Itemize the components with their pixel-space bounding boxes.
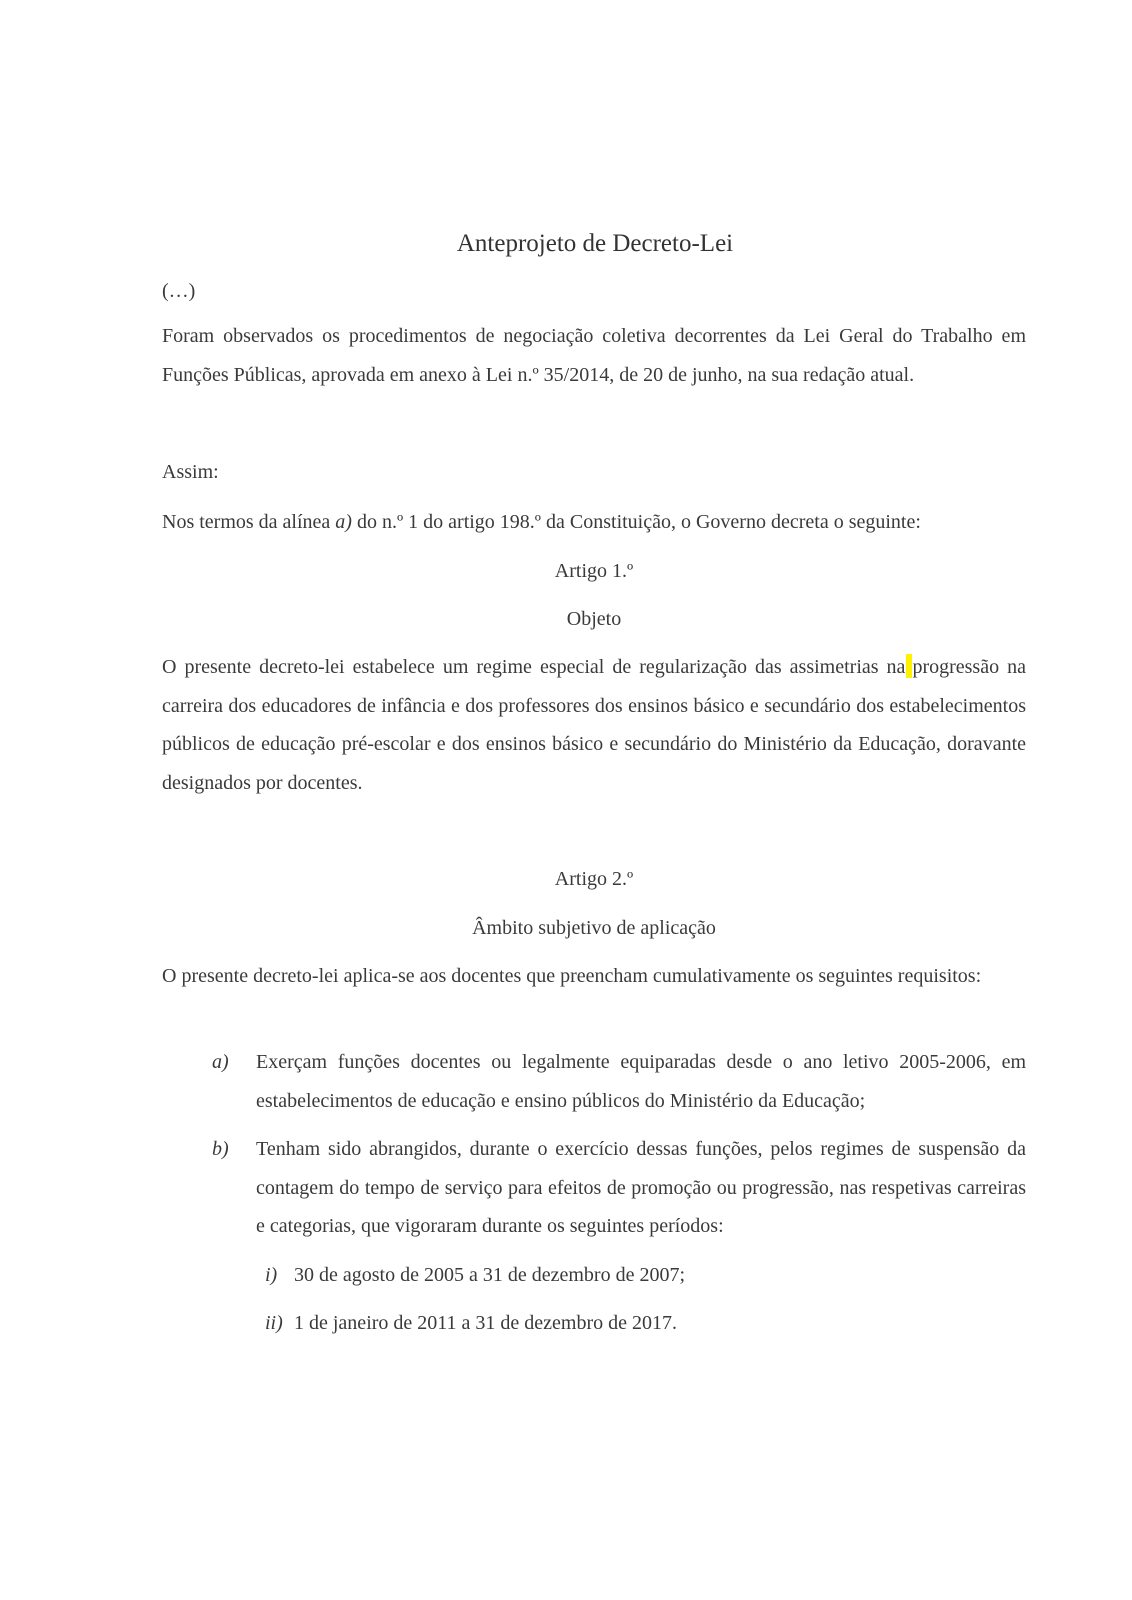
decree-intro-paragraph [162, 503, 1026, 542]
list-item-text: Exerçam funções docentes ou legalmente equiparadas desde o ano letivo 2005-2006, em estabelecimentos de educação e ensino públicos do Ministério da Educação; [256, 1051, 1026, 1112]
sublist-item-text: 30 de agosto de 2005 a 31 de dezembro de 2007; [294, 1264, 686, 1286]
article1-heading: Objeto [566, 608, 622, 630]
article1-number: Artigo 1.º [554, 560, 634, 582]
ellipsis: (…) [162, 280, 196, 302]
article1-text-after: progressão na carreira dos educadores de infância e dos professores dos ensinos básico e secundário dos estabelecimentos públicos de educação pré-escolar e dos ensinos básico e secundário do Ministério da Educação, doravante designados por docentes. [162, 656, 1026, 794]
article1-text-before: O presente decreto-lei estabelece um regime especial de regularização das assimetrias na [162, 656, 906, 678]
preamble-paragraph: Foram observados os procedimentos de negociação coletiva decorrentes da Lei Geral do Trabalho em Funções Públicas, aprovada em anexo à Lei n.º 35/2014, de 20 de junho, na sua redação atual. [162, 325, 1026, 386]
assim-label: Assim: [162, 461, 219, 483]
document-title: Anteprojeto de Decreto-Lei [456, 230, 734, 257]
list-item-marker: a) [212, 1051, 229, 1073]
decree-intro-after: do n.º 1 do artigo 198.º da Constituição, o Governo decreta o seguinte: [351, 511, 921, 533]
article2-heading: Âmbito subjetivo de aplicação [472, 917, 716, 939]
sublist-item-marker: i) [265, 1264, 278, 1286]
decree-intro-before: Nos termos da alínea [162, 511, 336, 533]
sublist-item-text: 1 de janeiro de 2011 a 31 de dezembro de 2017. [294, 1312, 678, 1334]
list-item-marker: b) [212, 1138, 229, 1160]
decree-intro-italic: a) [335, 511, 352, 533]
article2-number: Artigo 2.º [554, 868, 634, 890]
article1-paragraph [162, 648, 1026, 802]
article2-intro-paragraph: O presente decreto-lei aplica-se aos docentes que preencham cumulativamente os seguintes requisitos: [162, 965, 982, 987]
sublist-item-marker: ii) [265, 1312, 283, 1334]
list-item-text: Tenham sido abrangidos, durante o exercício dessas funções, pelos regimes de suspensão da contagem do tempo de serviço para efeitos de promoção ou progressão, nas respetivas carreiras e categorias, que vigoraram durante os seguintes períodos: [256, 1138, 1026, 1237]
